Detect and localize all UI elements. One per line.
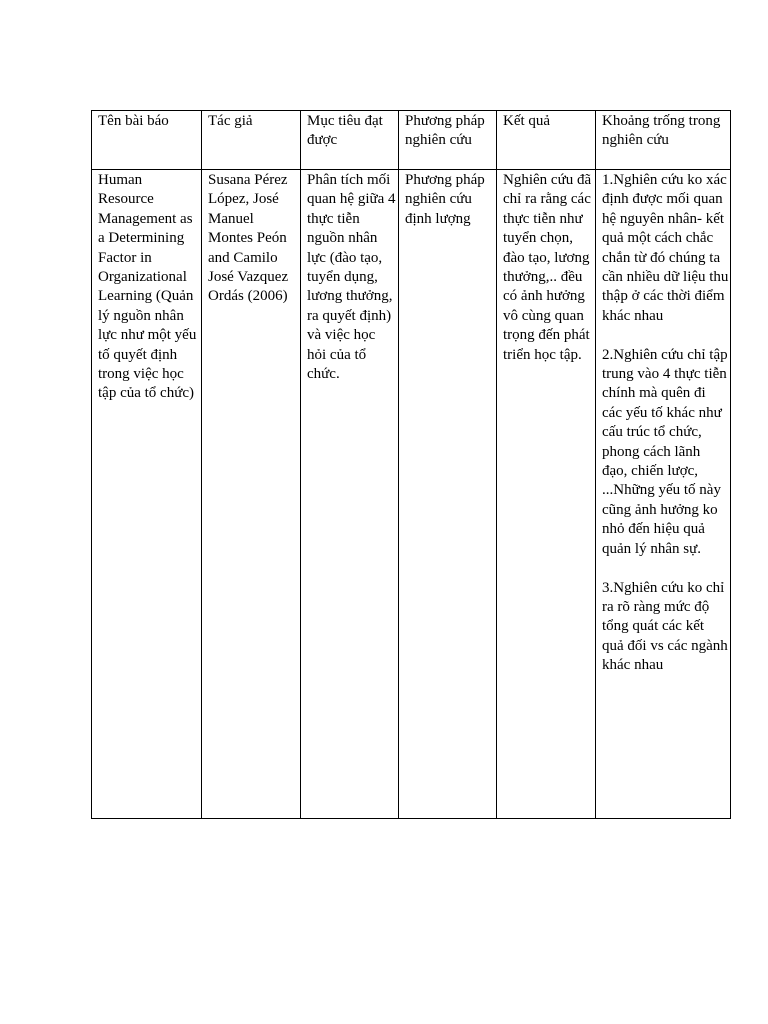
cell-authors [202,170,301,819]
gap-item-1: 1.Nghiên cứu ko xác định được mối quan hệ nguyên nhân- kết quả một cách chắc chắn từ đó chúng ta cần nhiều dữ liệu thu thập ở các thời điểm khác nhau [602,172,729,324]
cell-objective [301,170,399,819]
header-research-gaps: Khoảng trống trong nghiên cứu [596,111,731,170]
gap-item-2: 2.Nghiên cứu chỉ tập trung vào 4 thực tiễn chính mà quên đi các yếu tố khác như cấu trúc tổ chức, phong cách lãnh đạo, chiến lược, ...Những yếu tố này cũng ảnh hưởng ko nhỏ đến hiệu quả quản lý nhân sự. [602,346,728,557]
header-paper-title: Tên bài báo [92,111,202,170]
paper-title-text: Human Resource Management as a Determining Factor in Organizational Learning (Quản lý nguồn nhân lực như một yếu tố quyết định trong việc học tập của tổ chức) [98,172,197,402]
table-row [92,170,731,819]
literature-review-table [91,110,731,819]
method-text: Phương pháp nghiên cứu định lượng [405,172,485,227]
objective-text: Phân tích mối quan hệ giữa 4 thực tiễn nguồn nhân lực (đào tạo, tuyển dụng, lương thưởng, ra quyết định) và việc học hỏi của tổ chức. [307,172,396,383]
table-header-row [92,111,731,170]
results-text: Nghiên cứu đã chỉ ra rằng các thực tiễn như tuyển chọn, đào tạo, lương thưởng,.. đều có ảnh hưởng vô cùng quan trọng đến phát triển học tập. [503,172,592,363]
header-objective: Mục tiêu đạt được [301,111,399,170]
gap-item-3: 3.Nghiên cứu ko chỉ ra rõ ràng mức độ tổng quát các kết quả đối vs các ngành khác nhau [602,579,728,674]
cell-research-gaps [596,170,731,819]
header-method: Phương pháp nghiên cứu [399,111,497,170]
cell-results [497,170,596,819]
header-authors: Tác giả [202,111,301,170]
header-results: Kết quả [497,111,596,170]
authors-text: Susana Pérez López, José Manuel Montes Peón and Camilo José Vazquez Ordás (2006) [208,172,289,305]
cell-paper-title [92,170,202,819]
cell-method [399,170,497,819]
